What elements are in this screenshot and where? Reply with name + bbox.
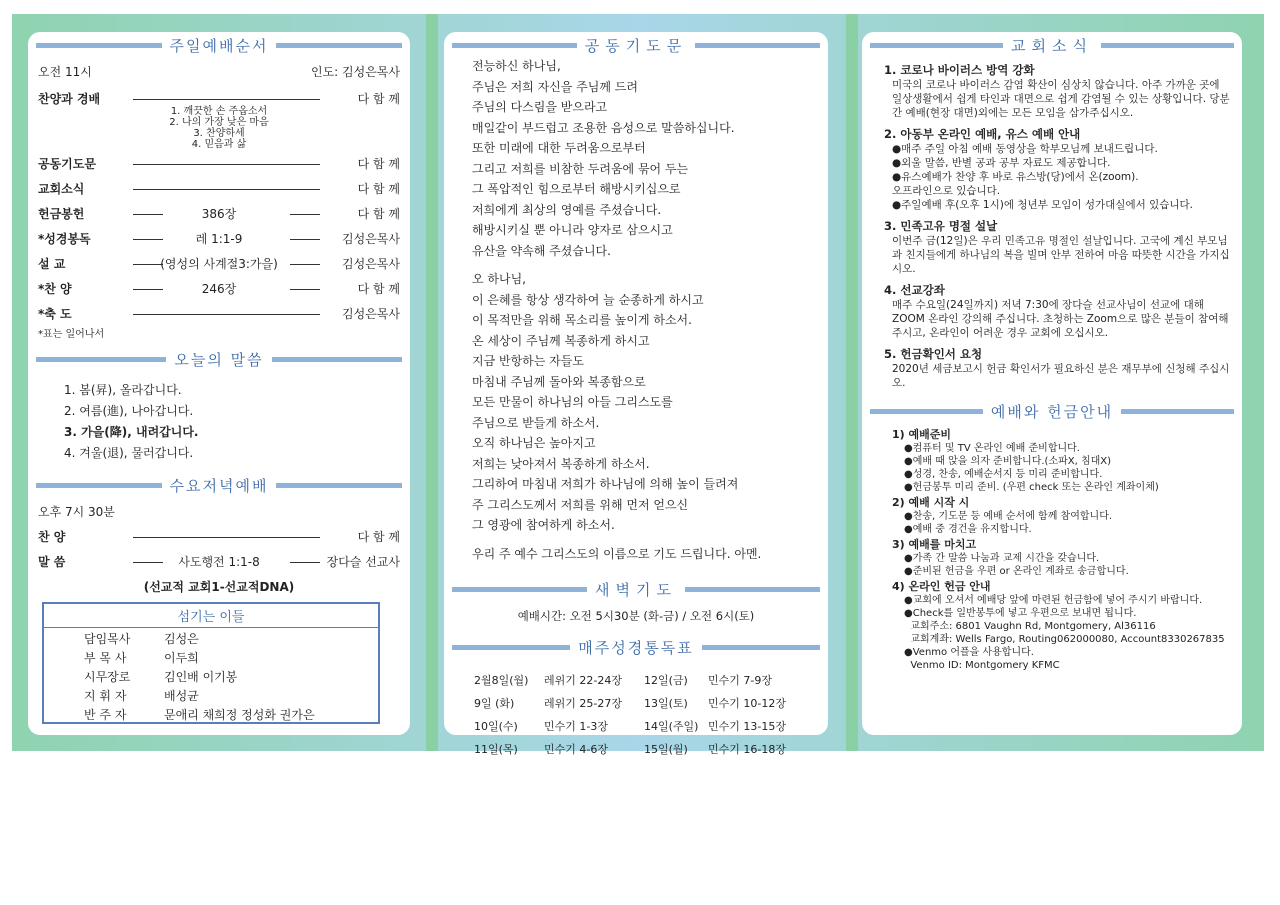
bible-cell: 레위기 22-24장	[544, 674, 622, 687]
staff-row	[44, 649, 378, 668]
prayer-line: 모든 만물이 하나님의 아들 그리스도를	[472, 395, 673, 409]
news-heading: 1. 코로나 바이러스 방역 강화	[884, 63, 1035, 77]
order-line	[290, 239, 320, 240]
order-right: 다 함 께	[357, 530, 400, 544]
section-title-prayer: 공동기도문	[444, 34, 828, 56]
fold-stripe	[426, 14, 438, 751]
guide-item: Venmo ID: Montgomery KFMC	[904, 660, 1060, 671]
news-body: 매주 수요일(24일까지) 저녁 7:30에 장다슬 선교사님이 선교에 대해 ZOOM 온라인 강의해 주십니다. 초청하는 Zoom으로 많은 분들이 참여해 주시고, 온라인이 어려운 경우 교회에 오십시오.	[892, 299, 1229, 339]
order-label: 교회소식	[38, 182, 85, 196]
guide-heading: 2) 예배 시작 시	[892, 496, 970, 509]
prayer-line: 오직 하나님은 높아지고	[472, 436, 596, 450]
prayer-line: 주 그리스도께서 저희를 위해 먼저 얻으신	[472, 497, 689, 512]
staff-names: 문애리 채희정 정성화 권가은	[164, 708, 315, 722]
order-right: 김성은목사	[342, 307, 400, 321]
order-label: 공동기도문	[38, 157, 96, 171]
prayer-line: 저희는 낮아져서 복종하게 하소서.	[472, 456, 650, 471]
bible-cell: 민수기 4-6장	[544, 743, 608, 756]
staff-row	[44, 630, 378, 649]
order-right: 김성은목사	[342, 232, 400, 246]
prayer-line: 저희에게 최상의 영예를 주셨습니다.	[472, 202, 662, 217]
praise-item: 3. 찬양하세	[193, 128, 245, 139]
staff-role: 지 휘 자	[84, 689, 127, 703]
section-title-bible: 매주성경통독표	[444, 637, 828, 659]
order-row	[38, 227, 400, 252]
staff-row	[44, 687, 378, 706]
order-right: 다 함 께	[357, 182, 400, 196]
guide-item: ●가족 간 말씀 나눔과 교제 시간을 갖습니다.	[904, 553, 1100, 564]
bible-cell: 14일(주일)	[644, 720, 699, 733]
guide-item: ●컴퓨터 및 TV 온라인 예배 준비합니다.	[904, 443, 1080, 454]
section-title-dawn: 새벽기도	[444, 578, 828, 600]
praise-item: 4. 믿음과 삶	[191, 139, 247, 150]
prayer-line: 마침내 주님께 돌아와 복종함으로	[472, 374, 646, 389]
bible-cell: 민수기 1-3장	[544, 720, 608, 733]
bible-cell: 민수기 16-18장	[708, 743, 786, 756]
guide-heading: 1) 예배준비	[892, 428, 952, 441]
prayer-paragraph-1	[472, 56, 828, 261]
prayer-closing: 우리 주 예수 그리스도의 이름으로 기도 드립니다. 아멘.	[472, 546, 762, 561]
order-label: 찬양과 경배	[38, 92, 101, 106]
order-mid: 246장	[201, 282, 237, 296]
order-row	[38, 525, 400, 550]
order-list	[38, 87, 400, 327]
prayer-line: 유산을 약속해 주셨습니다.	[472, 243, 611, 258]
section-title-guide: 예배와 헌금안내	[862, 400, 1242, 422]
order-label: *축 도	[38, 307, 72, 321]
order-line	[133, 314, 320, 315]
prayer-line: 주님은 저희 자신을 주님께 드려	[472, 79, 638, 94]
order-row	[38, 177, 400, 202]
bible-cell: 민수기 13-15장	[708, 720, 786, 733]
section-title-news: 교회소식	[862, 34, 1242, 56]
order-line	[133, 537, 320, 538]
news-body: 미국의 코로나 바이러스 감염 확산이 심상치 않습니다. 아주 가까운 곳에 일상생활에서 쉽게 타인과 대면으로 쉽게 감염될 수 있는 상황입니다. 당분간 예배(현장 대면)외에는 모든 모임을 삼가주십시오.	[892, 79, 1230, 119]
bible-cell: 2월8일(월)	[474, 674, 529, 687]
bible-row	[474, 715, 798, 738]
guide-item: ●성경, 찬송, 예배순서지 등 미리 준비합니다.	[904, 469, 1103, 480]
guide-item: ●교회에 오셔서 예배당 앞에 마련된 헌금함에 넣어 주시기 바랍니다.	[904, 595, 1203, 606]
bible-reading-table	[474, 669, 798, 761]
staff-list	[44, 630, 378, 725]
praise-item: 1. 깨끗한 손 주옵소서	[170, 106, 268, 117]
guide-heading: 4) 온라인 헌금 안내	[892, 580, 991, 593]
prayer-line: 해방시키실 뿐 아니라 양자로 삼으시고	[472, 223, 673, 237]
bible-cell: 12일(금)	[644, 674, 688, 687]
order-label: *성경봉독	[38, 232, 91, 246]
prayer-paragraph-2	[472, 269, 828, 536]
order-label: *찬 양	[38, 282, 72, 296]
staff-box	[42, 602, 380, 724]
prayer-line: 이 은혜를 항상 생각하여 늘 순종하게 하시고	[472, 292, 704, 307]
order-label: 찬 양	[38, 530, 66, 544]
order-line	[133, 164, 320, 165]
section-title-word: 오늘의 말씀	[28, 348, 410, 370]
prayer-line: 그리하여 마침내 저희가 하나님에 의해 높이 들려져	[472, 477, 739, 491]
word-line: 4. 겨울(退), 물러갑니다.	[64, 446, 194, 460]
staff-names: 김성은	[164, 632, 199, 646]
prayer-line: 지금 반항하는 자들도	[472, 354, 584, 368]
bible-row	[474, 738, 798, 761]
section-title-wed: 수요저녁예배	[28, 474, 410, 496]
order-row	[38, 302, 400, 327]
order-mid: 386장	[201, 207, 237, 221]
staff-names: 이두희	[164, 651, 199, 665]
panel-middle	[444, 32, 828, 756]
word-line: 2. 여름(進), 나아갑니다.	[64, 404, 194, 418]
bible-row	[474, 692, 798, 715]
order-mid: (영성의 사계절3:가을)	[160, 257, 278, 271]
order-line	[290, 562, 320, 563]
news-list	[884, 62, 1232, 390]
staff-title: 섬기는 이들	[177, 610, 245, 625]
guide-heading: 3) 예배를 마치고	[892, 538, 977, 551]
prayer-line: 그 영광에 참여하게 하소서.	[472, 518, 615, 532]
panel-right	[862, 32, 1242, 735]
wed-time: 오후 7시 30분	[38, 505, 115, 519]
praise-list	[38, 106, 400, 150]
order-right: 다 함 께	[357, 207, 400, 221]
order-row	[38, 152, 400, 177]
order-line	[133, 189, 320, 190]
order-row	[38, 202, 400, 227]
staff-names: 배성균	[164, 689, 199, 703]
guide-item: ●준비된 헌금을 우편 or 온라인 계좌로 송금합니다.	[904, 566, 1129, 577]
order-header	[38, 60, 400, 85]
panel-left	[28, 32, 410, 735]
service-leader: 인도: 김성은목사	[310, 65, 400, 79]
staff-row	[44, 706, 378, 725]
bible-row	[474, 669, 798, 692]
order-row	[38, 277, 400, 302]
bible-cell: 11일(목)	[474, 743, 518, 756]
order-row	[38, 550, 400, 575]
guide-list	[892, 426, 1232, 672]
standing-footnote: *표는 일어나서	[38, 329, 105, 340]
order-right: 다 함 께	[357, 157, 400, 171]
news-body: 이번주 금(12일)은 우리 민족고유 명절인 설날입니다. 고국에 계신 부모님과 친지들에게 하나님의 복을 빌며 안부 전하여 마음 따뜻한 시간을 가지십시오.	[892, 235, 1230, 275]
bible-cell: 10일(수)	[474, 720, 518, 733]
order-line	[133, 99, 320, 100]
prayer-line: 주님으로 받들게 하소서.	[472, 415, 600, 430]
prayer-line: 주님의 다스림을 받으라고	[472, 100, 608, 114]
staff-row	[44, 668, 378, 687]
guide-item: ●헌금봉투 미리 준비. (우편 check 또는 온라인 계좌이체)	[904, 482, 1159, 493]
guide-item: ●찬송, 기도문 등 예배 순서에 함께 참여합니다.	[904, 511, 1113, 522]
praise-item: 2. 나의 가장 낮은 마음	[169, 117, 269, 128]
dawn-time: 예배시간: 오전 5시30분 (화-금) / 오전 6시(토)	[517, 609, 755, 623]
wed-theme: (선교적 교회1-선교적DNA)	[143, 580, 295, 594]
order-row	[38, 252, 400, 277]
staff-role: 시무장로	[84, 670, 131, 684]
news-heading: 4. 선교강좌	[884, 283, 945, 297]
bible-cell: 민수기 10-12장	[708, 697, 786, 710]
prayer-line: 온 세상이 주님께 복종하게 하시고	[472, 333, 650, 348]
order-right: 다 함 께	[357, 282, 400, 296]
order-right: 다 함 께	[357, 92, 400, 106]
order-row	[38, 87, 400, 112]
section-title-order: 주일예배순서	[28, 34, 410, 56]
order-line	[290, 214, 320, 215]
prayer-line: 오 하나님,	[472, 272, 526, 286]
bible-cell: 13일(토)	[644, 697, 688, 710]
order-line	[290, 289, 320, 290]
news-body: 2020년 세금보고시 헌금 확인서가 필요하신 분은 재무부에 신청해 주십시오.	[892, 363, 1230, 389]
order-right: 장다슬 선교사	[326, 555, 400, 569]
order-right: 김성은목사	[342, 257, 400, 271]
staff-role: 부 목 사	[84, 651, 127, 665]
order-mid: 사도행전 1:1-8	[178, 555, 260, 569]
word-line: 3. 가을(降), 내려갑니다.	[64, 425, 199, 439]
bible-cell: 민수기 7-9장	[708, 674, 772, 687]
order-line	[290, 264, 320, 265]
prayer-line: 또한 미래에 대한 두려움으로부터	[472, 141, 646, 155]
guide-item: 교회주소: 6801 Vaughn Rd, Montgomery, Al36116	[904, 621, 1156, 632]
bible-cell: 15일(월)	[644, 743, 688, 756]
word-list	[64, 380, 410, 464]
guide-item: 교회계좌: Wells Fargo, Routing062000080, Account8330267835	[904, 634, 1225, 645]
prayer-line: 그 폭압적인 힘으로부터 해방시키십으로	[472, 182, 681, 196]
prayer-line: 전능하신 하나님,	[472, 59, 561, 73]
order-label: 설 교	[38, 257, 66, 271]
order-label: 말 씀	[38, 555, 66, 569]
guide-item: ●예배 중 경건을 유지합니다.	[904, 524, 1032, 535]
news-heading: 5. 헌금확인서 요청	[884, 347, 983, 361]
news-heading: 3. 민족고유 명절 설날	[884, 219, 998, 233]
news-body: ●매주 주일 아침 예배 동영상을 학부모님께 보내드립니다. ●외울 말씀, 반별 공과 공부 자료도 제공합니다. ●유스예배가 찬양 후 바로 유스방(당)에서 온(zoom). 오프라인으로 있습니다. ●주일예배 후(오후 1시)에 청년부 모임이 성가대실에서 있습니다.	[892, 143, 1193, 211]
guide-item: ●예배 때 앉을 의자 준비합니다.(소파X, 침대X)	[904, 456, 1112, 467]
staff-role: 반 주 자	[84, 708, 127, 722]
wed-list	[38, 525, 400, 575]
order-label: 헌금봉헌	[38, 207, 85, 221]
word-line: 1. 봄(昇), 올라갑니다.	[64, 383, 182, 397]
news-heading: 2. 아동부 온라인 예배, 유스 예배 안내	[884, 127, 1081, 141]
order-mid: 레 1:1-9	[195, 232, 243, 246]
staff-names: 김인배 이기봉	[164, 670, 238, 684]
prayer-line: 매일같이 부드럽고 조용한 음성으로 말씀하십니다.	[472, 120, 735, 135]
bible-cell: 9일 (화)	[474, 697, 515, 710]
staff-role: 담임목사	[84, 632, 131, 646]
service-time: 오전 11시	[38, 65, 92, 79]
prayer-line: 그리고 저희를 비참한 두려움에 묶어 두는	[472, 161, 689, 176]
bible-cell: 레위기 25-27장	[544, 697, 622, 710]
guide-item: ●Venmo 어플을 사용합니다.	[904, 647, 1034, 658]
fold-stripe	[846, 14, 858, 751]
guide-item: ●Check를 일반봉투에 넣고 우편으로 보내면 됩니다.	[904, 608, 1137, 619]
prayer-line: 이 목적만을 위해 목소리를 높이게 하소서.	[472, 313, 692, 327]
